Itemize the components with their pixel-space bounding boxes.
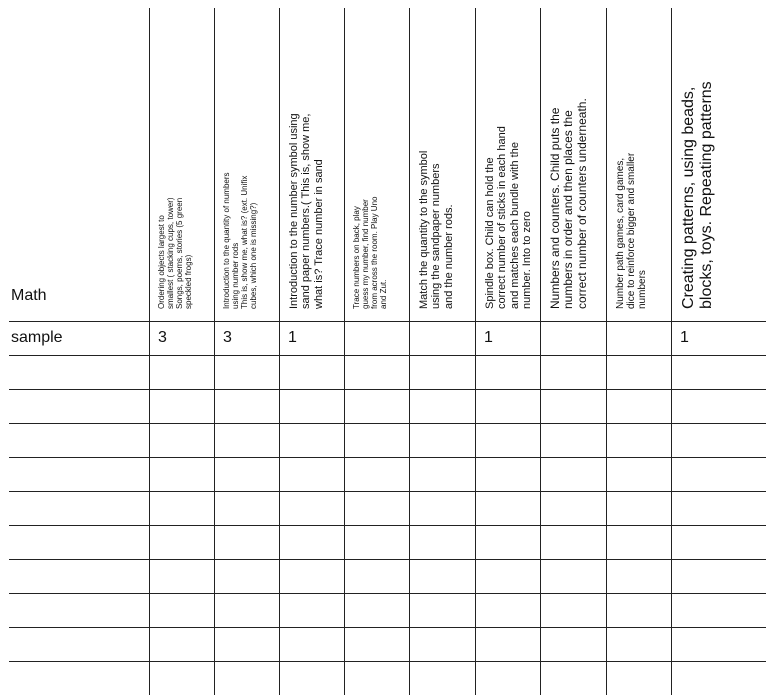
score-cell <box>214 389 279 423</box>
score-cell <box>214 525 279 559</box>
score-cell <box>409 627 475 661</box>
column-header-3 <box>279 8 344 321</box>
score-cell <box>149 559 214 593</box>
score-cell <box>475 627 540 661</box>
score-cell <box>214 491 279 525</box>
score-cell <box>475 593 540 627</box>
score-cell <box>671 321 766 355</box>
score-cell <box>475 559 540 593</box>
score-cell <box>540 423 606 457</box>
score-cell <box>540 457 606 491</box>
score-cell <box>279 525 344 559</box>
row-label-cell <box>9 423 149 457</box>
assessment-table <box>9 8 766 682</box>
score-cell <box>409 423 475 457</box>
score-cell <box>540 627 606 661</box>
score-cell <box>214 355 279 389</box>
score-cell <box>344 389 409 423</box>
score-cell <box>540 355 606 389</box>
score-cell <box>671 627 766 661</box>
column-header-text: Number path games, card games, dice to reinforce bigger and smaller numbers <box>615 152 649 309</box>
score-value: 1 <box>680 329 689 346</box>
score-cell <box>344 661 409 695</box>
score-cell <box>671 423 766 457</box>
score-cell <box>279 661 344 695</box>
column-header-text: Introduction to the quantity of numbers using number rods This is, show me, what is? (ext. Unifix cubes, which one is missing?) <box>222 172 258 309</box>
score-cell <box>214 661 279 695</box>
column-header-text: Introduction to the number symbol using sand paper numbers.( This is, show me, what is? Trace number in sand <box>288 113 325 309</box>
score-cell <box>671 389 766 423</box>
score-cell <box>149 355 214 389</box>
score-cell <box>214 423 279 457</box>
subject-label: Math <box>11 287 47 304</box>
score-value: 1 <box>484 329 493 346</box>
column-header-8 <box>606 8 671 321</box>
score-cell <box>344 491 409 525</box>
score-cell <box>606 559 671 593</box>
score-cell <box>279 627 344 661</box>
score-cell <box>149 525 214 559</box>
column-header-7 <box>540 8 606 321</box>
score-cell <box>606 457 671 491</box>
score-cell <box>149 457 214 491</box>
score-cell <box>409 661 475 695</box>
column-header-1 <box>149 8 214 321</box>
row-label-cell <box>9 661 149 695</box>
row-label-cell <box>9 389 149 423</box>
score-cell <box>606 627 671 661</box>
score-cell <box>279 355 344 389</box>
score-cell <box>475 491 540 525</box>
score-cell <box>149 491 214 525</box>
score-cell <box>279 593 344 627</box>
score-value: 1 <box>288 329 297 346</box>
score-value: 3 <box>223 329 232 346</box>
score-cell <box>344 355 409 389</box>
score-cell <box>671 661 766 695</box>
column-header-5 <box>409 8 475 321</box>
score-cell <box>606 423 671 457</box>
score-cell <box>409 389 475 423</box>
score-cell <box>475 423 540 457</box>
score-cell <box>671 525 766 559</box>
column-header-text: Spindle box. Child can hold the correct number of sticks in each hand and matches each bundle with the number. Into to zero <box>484 126 533 309</box>
column-header-6 <box>475 8 540 321</box>
score-cell <box>606 593 671 627</box>
score-cell <box>149 661 214 695</box>
score-cell <box>540 593 606 627</box>
score-cell <box>214 627 279 661</box>
score-cell <box>409 593 475 627</box>
column-header-text: Match the quantity to the symbol using the sandpaper numbers and the number rods. <box>418 150 455 309</box>
score-cell <box>606 355 671 389</box>
score-cell <box>475 661 540 695</box>
row-label-cell <box>9 627 149 661</box>
score-cell <box>540 559 606 593</box>
score-cell <box>409 491 475 525</box>
score-cell <box>344 321 409 355</box>
score-cell <box>279 457 344 491</box>
row-label-cell <box>9 559 149 593</box>
row-label: sample <box>11 329 63 346</box>
column-header-text: Ordering objects largest to smallest ( stacking cups, tower) Songs, poems, stories (5 green speckled frogs) <box>157 197 193 309</box>
score-cell <box>149 321 214 355</box>
column-header-text: Numbers and counters. Child puts the numbers in order and then places the correct number of counters underneath. <box>548 98 589 309</box>
score-cell <box>149 389 214 423</box>
score-cell <box>279 389 344 423</box>
subject-header-cell <box>9 8 149 321</box>
column-header-text: Creating patterns, using beads, blocks, toys. Repeating patterns <box>680 81 715 309</box>
score-cell <box>344 457 409 491</box>
score-cell <box>606 525 671 559</box>
row-label-cell <box>9 321 149 355</box>
column-header-2 <box>214 8 279 321</box>
score-cell <box>671 491 766 525</box>
score-cell <box>409 457 475 491</box>
score-cell <box>540 389 606 423</box>
row-label-cell <box>9 355 149 389</box>
score-cell <box>214 559 279 593</box>
score-cell <box>671 457 766 491</box>
score-cell <box>214 593 279 627</box>
score-cell <box>344 423 409 457</box>
score-cell <box>214 321 279 355</box>
score-cell <box>475 389 540 423</box>
score-cell <box>149 593 214 627</box>
score-cell <box>279 423 344 457</box>
column-header-9 <box>671 8 766 321</box>
row-label-cell <box>9 457 149 491</box>
score-cell <box>344 559 409 593</box>
score-cell <box>540 321 606 355</box>
score-cell <box>409 559 475 593</box>
score-cell <box>344 627 409 661</box>
row-label-cell <box>9 491 149 525</box>
score-cell <box>279 321 344 355</box>
score-cell <box>671 355 766 389</box>
score-cell <box>671 559 766 593</box>
score-cell <box>475 525 540 559</box>
score-cell <box>671 593 766 627</box>
score-cell <box>606 389 671 423</box>
score-cell <box>475 457 540 491</box>
score-cell <box>344 525 409 559</box>
score-value: 3 <box>158 329 167 346</box>
score-cell <box>279 491 344 525</box>
score-cell <box>214 457 279 491</box>
score-cell <box>279 559 344 593</box>
score-cell <box>540 525 606 559</box>
score-cell <box>149 423 214 457</box>
row-label-cell <box>9 525 149 559</box>
score-cell <box>606 321 671 355</box>
score-cell <box>409 355 475 389</box>
score-cell <box>606 491 671 525</box>
score-cell <box>540 491 606 525</box>
score-cell <box>409 321 475 355</box>
column-header-4 <box>344 8 409 321</box>
column-header-text: Trace numbers on back, play guess my number, find number from across the room. Play Uno and Zut. <box>352 196 388 309</box>
score-cell <box>344 593 409 627</box>
score-cell <box>540 661 606 695</box>
row-label-cell <box>9 593 149 627</box>
score-cell <box>475 355 540 389</box>
score-cell <box>149 627 214 661</box>
score-cell <box>606 661 671 695</box>
score-cell <box>409 525 475 559</box>
score-cell <box>475 321 540 355</box>
